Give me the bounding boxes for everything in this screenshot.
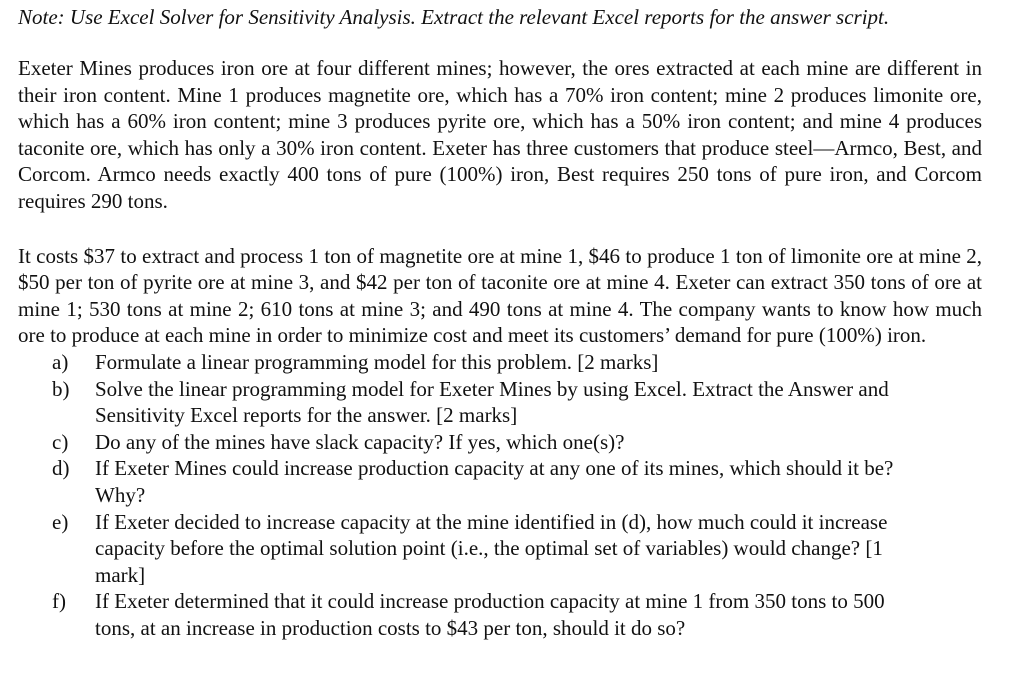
question-letter: f) [52,589,66,614]
question-letter: d) [52,456,70,481]
instruction-note: Note: Use Excel Solver for Sensitivity Analysis. Extract the relevant Excel reports for the answer script. [18,5,890,29]
question-text-line: Formulate a linear programming model for this problem. [2 marks] [95,349,659,374]
problem-paragraph-2: It costs $37 to extract and process 1 ton of magnetite ore at mine 1, $46 to produce 1 ton of limonite ore at mine 2, $50 per ton of pyrite ore at mine 3, and $42 per ton of taconite ore at mine 4. Exeter can extract 350 tons of ore at mine 1; 530 tons at mine 2; 610 tons at mine 3; and 490 tons at mine 4. The company wants to know how much ore to produce at each mine in order to minimize cost and meet its customers’ demand for pure (100%) iron. [18,243,982,348]
question-letter: b) [52,376,70,401]
question-text-line: If Exeter Mines could increase production capacity at any one of its mines, which should it be? [95,456,894,481]
question-text-line: mark] [95,562,146,587]
question-text-line: Solve the linear programming model for Exeter Mines by using Excel. Extract the Answer and [95,376,889,401]
question-text-line: If Exeter determined that it could increase production capacity at mine 1 from 350 tons to 500 [95,589,885,614]
question-text-line: Sensitivity Excel reports for the answer. [2 marks] [95,403,518,428]
question-text-line: Do any of the mines have slack capacity? If yes, which one(s)? [95,429,625,454]
question-text-line: Why? [95,482,146,507]
question-letter: e) [52,509,69,534]
problem-paragraph-1: Exeter Mines produces iron ore at four different mines; however, the ores extracted at each mine are different in their iron content. Mine 1 produces magnetite ore, which has a 70% iron content; mine 2 produces limonite ore, which has a 60% iron content; mine 3 produces pyrite ore, which has a 50% iron content; and mine 4 produces taconite ore, which has only a 30% iron content. Exeter has three customers that produce steel—Armco, Best, and Corcom. Armco needs exactly 400 tons of pure (100%) iron, Best requires 250 tons of pure iron, and Corcom requires 290 tons. [18,56,982,213]
question-b [18,376,982,429]
question-text-line: tons, at an increase in production costs to $43 per ton, should it do so? [95,615,686,640]
question-letter: a) [52,349,69,374]
question-list [18,349,982,642]
question-d [18,455,982,508]
question-e [18,509,982,589]
question-text-line: If Exeter decided to increase capacity at the mine identified in (d), how much could it increase [95,509,888,534]
question-letter: c) [52,429,69,454]
question-c [18,429,982,456]
question-text-line: capacity before the optimal solution point (i.e., the optimal set of variables) would change? [1 [95,536,883,561]
question-a [18,349,982,376]
question-f [18,588,982,641]
